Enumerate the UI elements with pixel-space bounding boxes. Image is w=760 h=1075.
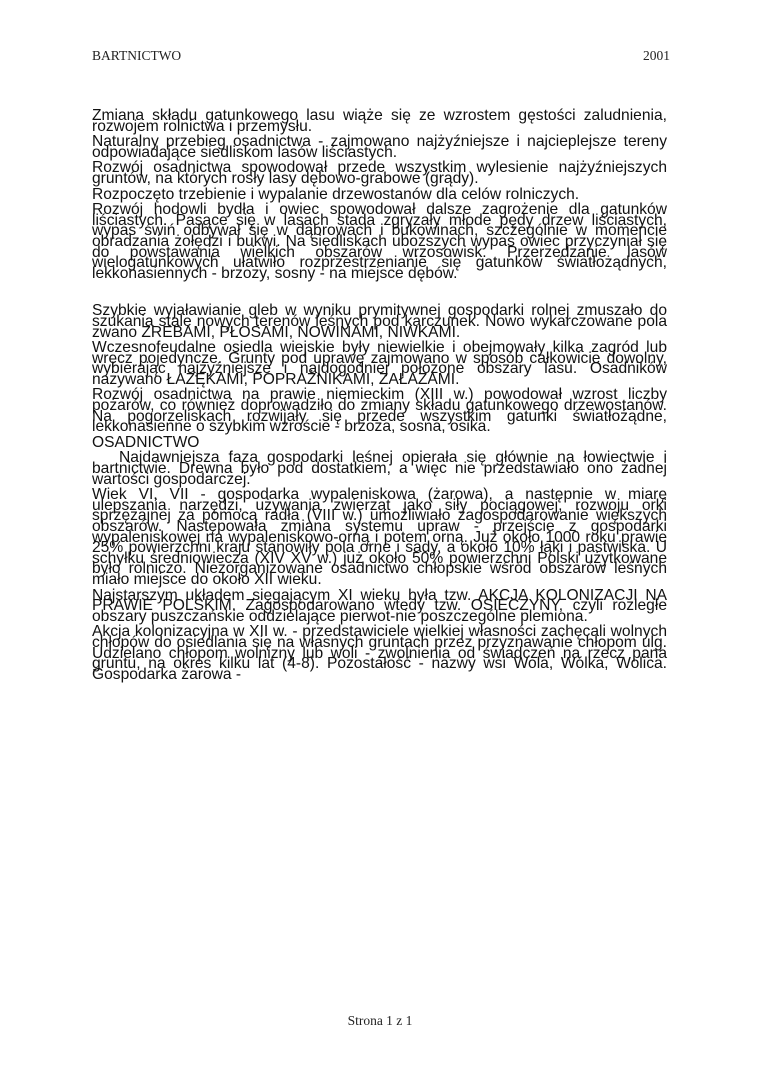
- paragraph: Najstarszym układem sięgającym XI wieku była tzw. AKCJA KOLONIZACJI NA PRAWIE POLSKIM. Zagospodarowano wtedy tzw. OSIECZYNY, czyli rozległe obszary puszczańskie oddzielające pierwot-nie poszczególne plemiona.: [92, 586, 667, 625]
- section-heading: OSADNICTWO: [92, 433, 200, 451]
- paragraph: Akcja kolonizacyjna w XII w. - przedstawiciele wielkiej własności zachęcali wolnych chłopów do osiedlania się na własnych gruntach przez przyznawanie chłopom ulg. Udzielano chłopom wolnizny lub woli - zwolnienia od świadczeń na rzecz pana gruntu, na okres kilku lat (4-8). Pozostałość - nazwy wsi Wola, Wólka, Wolica. Gospodarka żarowa -: [92, 623, 667, 683]
- paragraph: Zmiana składu gatunkowego lasu wiąże się ze wzrostem gęstości zaludnienia, rozwojem rolnictwa i przemysłu.: [92, 107, 667, 135]
- paragraph: Szybkie wyjaławianie gleb w wyniku prymitywnej gospodarki rolnej zmuszało do szukania stale nowych terenów leśnych pod karczunek. Nowo wykarczowane pola zwano ŻREBAMI, PŁOSAMI, NOWINAMI, NIWKAMI.: [92, 302, 667, 341]
- paragraph: Rozwój hodowli bydła i owiec spowodował dalsze zagrożenie dla gatunków liściastych. Pasące się w lasach stada zgryzały młode pędy drzew liściastych, wypas świń odbywał się w dąbrowach i bukowinach, szczególnie w momencie obradzania żołędzi i bukwi. Na siedliskach uboższych wypas owiec przyczyniał się do powstawania wielkich obszarów wrzosowisk. Przerzedzanie lasów wielogatunkowych ułatwiło rozprzestrzenianie się gatunków światłożądnych, lekkonasiennych - brzozy, sosny - na miejsce dębów.: [92, 201, 667, 282]
- page-header: [92, 48, 670, 68]
- header-title: BARTNICTWO: [92, 48, 182, 63]
- paragraph: Naturalny przebieg osadnictwa - zajmowano najżyźniejsze i najcieplejsze tereny odpowiadające siedliskom lasów liściastych.: [92, 133, 667, 161]
- paragraph: Rozwój osadnictwa na prawie niemieckim (XIII w.) powodował wzrost liczby pożarów, co również doprowadziło do zmiany składu gatunkowego drzewostanów. Na pogorzeliskach rozwijały się przede wszystkim gatunki światłożądne, lekkonasienne o szybkim wzroście - brzoza, sosna, osika.: [92, 386, 667, 436]
- document-body: [92, 107, 667, 683]
- paragraph: Rozwój osadnictwa spowodował przede wszystkim wylesienie najżyźniejszych gruntów, na których rosły lasy dębowo-grabowe (grądy).: [92, 159, 667, 187]
- paragraph: Rozpoczęto trzebienie i wypalanie drzewostanów dla celów rolniczych.: [92, 185, 580, 203]
- paragraph: Wiek VI, VII - gospodarka wypaleniskowa (żarowa), a następnie w miarę ulepszania narzędzi, używania zwierząt jako siły pociągowej, rozwoju orki sprzężajnej za pomocą radła (VIII w.) umożliwiało zagospodarowanie większych obszarów. Następowała zmiana systemu upraw - przejście z gospodarki wypaleniskowej na wypaleniskowo-orną i potem orną. Już około 1000 roku prawie 25% powierzchni kraju stanowiły pola orne i sady, a około 10% łąki i pastwiska. U schyłku średniowiecza (XIV XV w.) już około 50% powierzchni Polski użytkowane było rolniczo. Niezorganizowane osadnictwo chłopskie wśród obszarów leśnych miało miejsce do około XII wieku.: [92, 486, 667, 588]
- paragraph: Najdawniejsza faza gospodarki leśnej opierała się głównie na łowiectwie i bartnictwie. Drewna było pod dostatkiem, a więc nie przedstawiało ono żadnej wartości gospodarczej.: [92, 449, 667, 488]
- paragraph: Wczesnofeudalne osiedla wiejskie były niewielkie i obejmowały kilka zagród lub wręcz pojedyncze. Grunty pod uprawę zajmowano w sposób całkowicie dowolny, wybierając najżyźniejsze i najdogodniej położone obszary lasu. Osadników nazywano ŁAZĘKAMI, POPRAŻNIKAMI, ZAŁAZAMI.: [92, 339, 667, 388]
- header-year: 2001: [643, 48, 670, 63]
- page-footer: Strona 1 z 1: [347, 1013, 413, 1028]
